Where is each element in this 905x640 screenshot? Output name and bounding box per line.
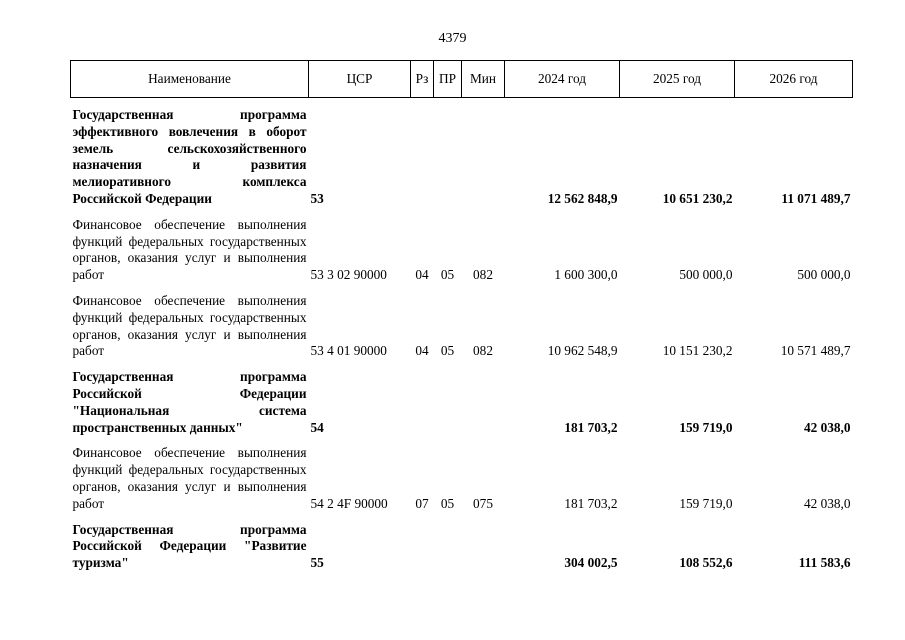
header-row (71, 61, 853, 98)
budget-table (70, 60, 853, 572)
page-number: 4379 (438, 31, 467, 46)
row-2024: 181 703,2 (564, 495, 618, 511)
row-rz (411, 522, 434, 572)
row-2025: 500 000,0 (679, 267, 733, 283)
row-pr: 05 (440, 343, 455, 359)
row-name: Государственная программа эффективного вовлечения в оборот земель сельскохозяйственного назначения и развития мелиоративного комплекса Российской Федерации (72, 107, 307, 206)
table-row (71, 522, 853, 572)
row-name: Государственная программа Российской Федерации "Развитие туризма" (72, 521, 307, 571)
row-min: 082 (473, 267, 493, 283)
row-pr: 05 (440, 495, 455, 511)
row-2026: 42 038,0 (803, 495, 851, 511)
row-csr: 53 4 01 90000 (310, 343, 387, 359)
row-name: Финансовое обеспечение выполнения функций федеральных государственных органов, оказания услуг и выполнения работ (72, 216, 307, 283)
header-min: Мин (462, 61, 505, 98)
row-2025: 159 719,0 (679, 419, 733, 435)
row-2024: 304 002,5 (564, 555, 618, 571)
row-csr: 53 (310, 190, 324, 206)
row-name: Финансовое обеспечение выполнения функций федеральных государственных органов, оказания услуг и выполнения работ (72, 292, 307, 359)
header-rz: Рз (411, 61, 434, 98)
header-2024: 2024 год (505, 61, 620, 98)
row-min (462, 369, 505, 436)
row-2024: 1 600 300,0 (554, 267, 618, 283)
table-row (71, 107, 853, 208)
table-row (71, 445, 853, 512)
row-csr: 55 (310, 555, 324, 571)
row-2025: 159 719,0 (679, 495, 733, 511)
row-rz (411, 369, 434, 436)
row-csr: 54 (310, 419, 324, 435)
row-2026: 10 571 489,7 (780, 343, 851, 359)
row-min (462, 107, 505, 208)
row-min (462, 522, 505, 572)
row-rz: 04 (415, 343, 429, 359)
row-min: 075 (473, 495, 493, 511)
row-rz: 04 (415, 267, 429, 283)
row-pr (434, 522, 462, 572)
row-name: Финансовое обеспечение выполнения функций федеральных государственных органов, оказания услуг и выполнения работ (72, 445, 307, 511)
row-2026: 111 583,6 (798, 555, 851, 571)
row-csr: 53 3 02 90000 (310, 267, 387, 283)
header-name: Наименование (71, 61, 309, 98)
header-2025: 2025 год (620, 61, 735, 98)
row-2024: 12 562 848,9 (547, 190, 618, 206)
row-pr: 05 (440, 267, 455, 283)
row-2026: 11 071 489,7 (781, 190, 851, 206)
row-2025: 10 151 230,2 (662, 343, 733, 359)
row-2025: 10 651 230,2 (662, 190, 733, 206)
row-name: Государственная программа Российской Федерации "Национальная система пространственных данных" (72, 369, 307, 435)
row-min: 082 (473, 343, 493, 359)
row-pr (434, 107, 462, 208)
table-row (71, 369, 853, 436)
row-csr: 54 2 4F 90000 (310, 495, 388, 511)
row-2024: 10 962 548,9 (547, 343, 618, 359)
row-rz: 07 (415, 495, 429, 511)
table-row (71, 217, 853, 284)
header-2026: 2026 год (735, 61, 853, 98)
header-csr: ЦСР (309, 61, 411, 98)
row-2025: 108 552,6 (679, 555, 733, 571)
row-pr (434, 369, 462, 436)
header-pr: ПР (434, 61, 462, 98)
row-rz (411, 107, 434, 208)
table-row (71, 293, 853, 360)
row-2024: 181 703,2 (564, 419, 618, 435)
row-2026: 500 000,0 (797, 267, 851, 283)
row-2026: 42 038,0 (803, 419, 851, 435)
